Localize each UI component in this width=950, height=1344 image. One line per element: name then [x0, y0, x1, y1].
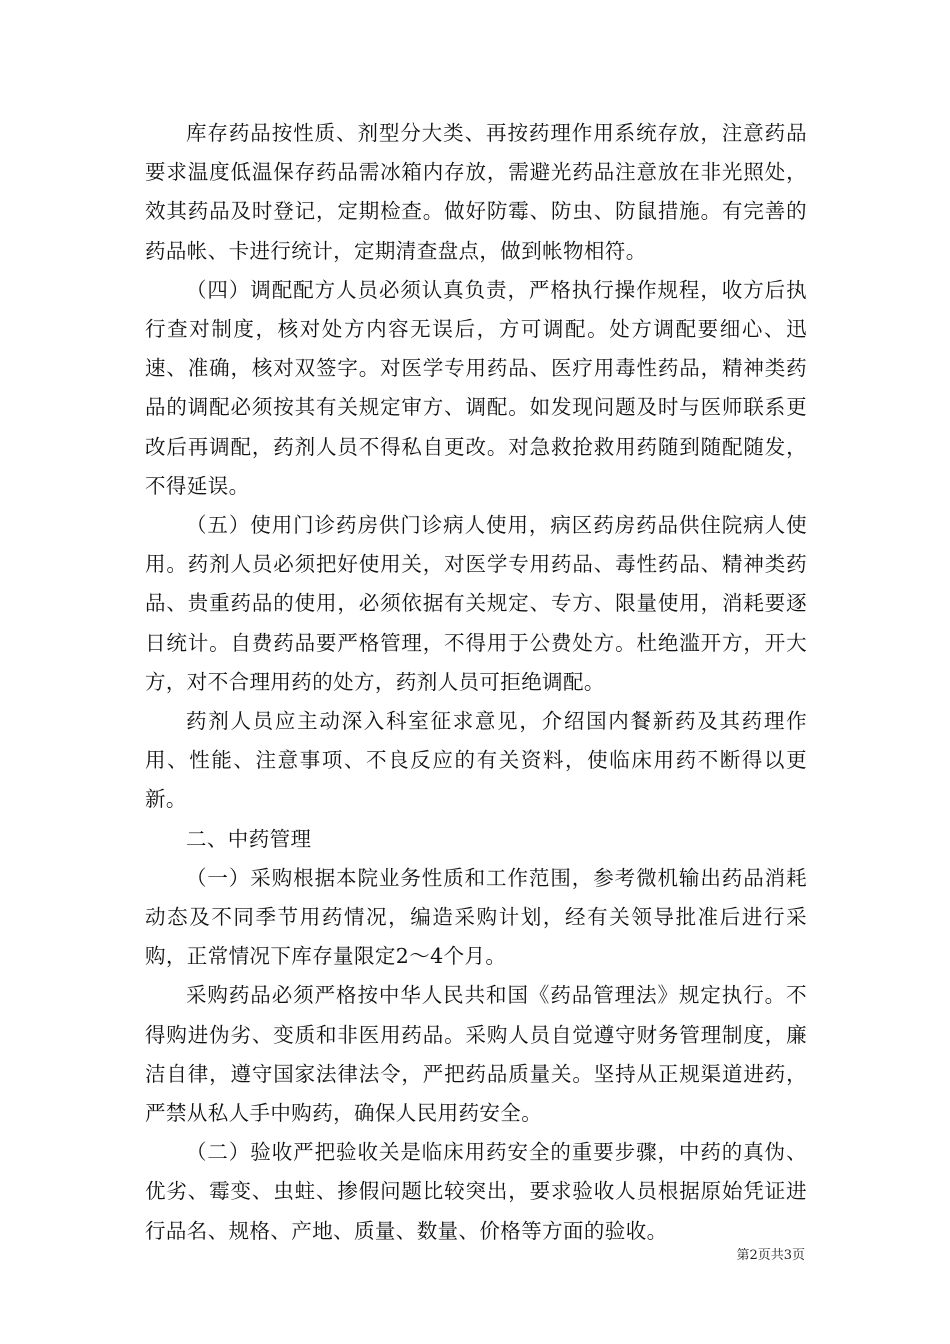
document-body: [145, 114, 807, 1251]
paragraph-acceptance: （二）验收严把验收关是临床用药安全的重要步骤，中药的真伪、优劣、霉变、虫蛀、掺假问题比较突出，要求验收人员根据原始凭证进行品名、规格、产地、质量、数量、价格等方面的验收。: [145, 1140, 807, 1243]
paragraph-consultation: 药剂人员应主动深入科室征求意见，介绍国内餐新药及其药理作用、性能、注意事项、不良反应的有关资料，使临床用药不断得以更新。: [145, 709, 807, 812]
paragraph-purchasing: （一）采购根据本院业务性质和工作范围，参考微机输出药品消耗动态及不同季节用药情况，编造采购计划，经有关领导批准后进行采购，正常情况下库存量限定2～4个月。: [145, 865, 807, 969]
paragraph-dispensing: （四）调配配方人员必须认真负责，严格执行操作规程，收方后执行查对制度，核对处方内容无误后，方可调配。处方调配要细心、迅速、准确，核对双签字。对医学专用药品、医疗用毒性药品，精神类药品的调配必须按其有关规定审方、调配。如发现问题及时与医师联系更改后再调配，药剂人员不得私自更改。对急救抢救用药随到随配随发，不得延误。: [145, 277, 807, 498]
paragraph-usage: （五）使用门诊药房供门诊病人使用，病区药房药品供住院病人使用。药剂人员必须把好使用关，对医学专用药品、毒性药品、精神类药品、贵重药品的使用，必须依据有关规定、专方、限量使用，消耗要逐日统计。自费药品要严格管理，不得用于公费处方。杜绝滥开方，开大方，对不合理用药的处方，药剂人员可拒绝调配。: [145, 513, 807, 694]
section-heading-tcm: 二、中药管理: [186, 826, 312, 851]
paragraph-storage: 库存药品按性质、剂型分大类、再按药理作用系统存放，注意药品要求温度低温保存药品需冰箱内存放，需避光药品注意放在非光照处，效其药品及时登记，定期检查。做好防霉、防虫、防鼠措施。有完善的药品帐、卡进行统计，定期清查盘点，做到帐物相符。: [145, 121, 807, 263]
paragraph-purchasing-rules: 采购药品必须严格按中华人民共和国《药品管理法》规定执行。不得购进伪劣、变质和非医用药品。采购人员自觉遵守财务管理制度，廉洁自律，遵守国家法律法令，严把药品质量关。坚持从正规渠道进药，严禁从私人手中购药，确保人民用药安全。: [145, 983, 807, 1126]
page-number-footer: 第2页共3页: [736, 1248, 805, 1263]
